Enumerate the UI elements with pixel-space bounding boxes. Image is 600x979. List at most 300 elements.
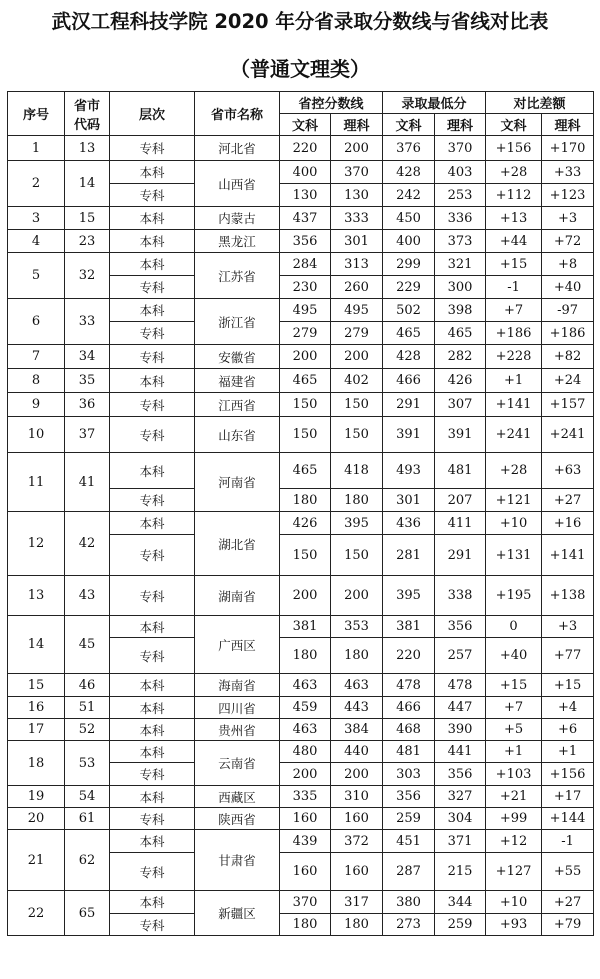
province-cell: 广西区: [195, 616, 280, 674]
diff-li-cell: +72: [542, 230, 594, 253]
province-cell: 四川省: [195, 697, 280, 719]
control-wen-cell: 439: [280, 830, 331, 853]
control-wen-cell: 230: [280, 276, 331, 299]
diff-li-cell: +141: [542, 535, 594, 576]
header-code-line2: 代码: [73, 117, 100, 133]
control-wen-cell: 180: [280, 914, 331, 936]
table-row: [8, 512, 594, 535]
min-wen-cell: 466: [383, 697, 435, 719]
header-min-li: 理科: [435, 114, 486, 136]
code-cell: 52: [65, 719, 110, 741]
diff-li-cell: -1: [542, 830, 594, 853]
score-table: [7, 91, 594, 936]
level-cell: 本科: [110, 697, 195, 719]
min-wen-cell: 493: [383, 453, 435, 489]
diff-li-cell: +123: [542, 184, 594, 207]
control-wen-cell: 465: [280, 369, 331, 393]
code-cell: 53: [65, 741, 110, 786]
control-li-cell: 333: [331, 207, 383, 230]
min-wen-cell: 450: [383, 207, 435, 230]
code-cell: 34: [65, 345, 110, 369]
diff-li-cell: +144: [542, 808, 594, 830]
seq-cell: 11: [8, 453, 65, 512]
diff-wen-cell: +5: [486, 719, 542, 741]
diff-wen-cell: +131: [486, 535, 542, 576]
diff-li-cell: +17: [542, 786, 594, 808]
min-wen-cell: 466: [383, 369, 435, 393]
code-cell: 54: [65, 786, 110, 808]
table-row: [8, 830, 594, 853]
control-li-cell: 443: [331, 697, 383, 719]
code-cell: 45: [65, 616, 110, 674]
control-li-cell: 372: [331, 830, 383, 853]
min-li-cell: 327: [435, 786, 486, 808]
diff-li-cell: +157: [542, 393, 594, 417]
min-li-cell: 481: [435, 453, 486, 489]
seq-cell: 7: [8, 345, 65, 369]
code-cell: 37: [65, 417, 110, 453]
diff-li-cell: +82: [542, 345, 594, 369]
diff-li-cell: +24: [542, 369, 594, 393]
page-subtitle: （普通文理类）: [230, 57, 370, 81]
diff-wen-cell: +21: [486, 786, 542, 808]
min-li-cell: 253: [435, 184, 486, 207]
diff-wen-cell: -1: [486, 276, 542, 299]
control-wen-cell: 180: [280, 638, 331, 674]
seq-cell: 16: [8, 697, 65, 719]
min-wen-cell: 376: [383, 136, 435, 161]
min-li-cell: 390: [435, 719, 486, 741]
province-cell: 黑龙江: [195, 230, 280, 253]
min-li-cell: 411: [435, 512, 486, 535]
diff-li-cell: +27: [542, 489, 594, 512]
seq-cell: 4: [8, 230, 65, 253]
code-cell: 15: [65, 207, 110, 230]
control-wen-cell: 150: [280, 393, 331, 417]
level-cell: 本科: [110, 674, 195, 697]
level-cell: 专科: [110, 184, 195, 207]
control-li-cell: 279: [331, 322, 383, 345]
code-cell: 14: [65, 161, 110, 207]
min-wen-cell: 381: [383, 616, 435, 638]
control-li-cell: 160: [331, 808, 383, 830]
control-wen-cell: 370: [280, 891, 331, 914]
level-cell: 专科: [110, 914, 195, 936]
level-cell: 专科: [110, 535, 195, 576]
control-li-cell: 418: [331, 453, 383, 489]
header-min-score: 录取最低分: [383, 92, 486, 114]
min-wen-cell: 229: [383, 276, 435, 299]
level-cell: 专科: [110, 576, 195, 616]
table-row: [8, 345, 594, 369]
control-li-cell: 200: [331, 576, 383, 616]
seq-cell: 17: [8, 719, 65, 741]
province-cell: 西藏区: [195, 786, 280, 808]
table-row: [8, 891, 594, 914]
diff-li-cell: +16: [542, 512, 594, 535]
seq-cell: 2: [8, 161, 65, 207]
control-wen-cell: 335: [280, 786, 331, 808]
header-control-line: 省控分数线: [280, 92, 383, 114]
min-li-cell: 344: [435, 891, 486, 914]
diff-li-cell: +6: [542, 719, 594, 741]
min-wen-cell: 303: [383, 763, 435, 786]
diff-li-cell: +156: [542, 763, 594, 786]
control-wen-cell: 130: [280, 184, 331, 207]
control-wen-cell: 463: [280, 719, 331, 741]
province-cell: 甘肃省: [195, 830, 280, 891]
diff-li-cell: +55: [542, 853, 594, 891]
seq-cell: 5: [8, 253, 65, 299]
min-wen-cell: 281: [383, 535, 435, 576]
level-cell: 本科: [110, 369, 195, 393]
diff-wen-cell: +28: [486, 453, 542, 489]
min-li-cell: 356: [435, 763, 486, 786]
level-cell: 本科: [110, 616, 195, 638]
control-wen-cell: 220: [280, 136, 331, 161]
control-li-cell: 313: [331, 253, 383, 276]
min-wen-cell: 291: [383, 393, 435, 417]
code-cell: 41: [65, 453, 110, 512]
province-cell: 河北省: [195, 136, 280, 161]
header-min-wen: 文科: [383, 114, 435, 136]
min-li-cell: 291: [435, 535, 486, 576]
seq-cell: 1: [8, 136, 65, 161]
min-wen-cell: 356: [383, 786, 435, 808]
seq-cell: 21: [8, 830, 65, 891]
control-li-cell: 130: [331, 184, 383, 207]
level-cell: 专科: [110, 345, 195, 369]
control-wen-cell: 279: [280, 322, 331, 345]
header-code: [65, 92, 110, 136]
control-li-cell: 495: [331, 299, 383, 322]
control-wen-cell: 160: [280, 808, 331, 830]
table-row: [8, 616, 594, 638]
min-wen-cell: 436: [383, 512, 435, 535]
min-li-cell: 304: [435, 808, 486, 830]
province-cell: 海南省: [195, 674, 280, 697]
min-wen-cell: 259: [383, 808, 435, 830]
code-cell: 36: [65, 393, 110, 417]
min-li-cell: 478: [435, 674, 486, 697]
min-wen-cell: 468: [383, 719, 435, 741]
min-li-cell: 321: [435, 253, 486, 276]
table-row: [8, 299, 594, 322]
diff-li-cell: +27: [542, 891, 594, 914]
min-li-cell: 338: [435, 576, 486, 616]
control-wen-cell: 200: [280, 345, 331, 369]
diff-li-cell: +15: [542, 674, 594, 697]
seq-cell: 15: [8, 674, 65, 697]
control-wen-cell: 150: [280, 417, 331, 453]
diff-li-cell: +3: [542, 616, 594, 638]
level-cell: 专科: [110, 276, 195, 299]
code-cell: 65: [65, 891, 110, 936]
code-cell: 46: [65, 674, 110, 697]
level-cell: 专科: [110, 763, 195, 786]
diff-li-cell: +33: [542, 161, 594, 184]
min-wen-cell: 299: [383, 253, 435, 276]
table-row: [8, 808, 594, 830]
control-wen-cell: 465: [280, 453, 331, 489]
min-li-cell: 257: [435, 638, 486, 674]
diff-li-cell: +79: [542, 914, 594, 936]
control-li-cell: 310: [331, 786, 383, 808]
control-li-cell: 317: [331, 891, 383, 914]
min-wen-cell: 400: [383, 230, 435, 253]
header-control-wen: 文科: [280, 114, 331, 136]
province-cell: 江苏省: [195, 253, 280, 299]
control-wen-cell: 495: [280, 299, 331, 322]
min-wen-cell: 451: [383, 830, 435, 853]
min-wen-cell: 428: [383, 161, 435, 184]
min-wen-cell: 478: [383, 674, 435, 697]
level-cell: 专科: [110, 853, 195, 891]
min-wen-cell: 465: [383, 322, 435, 345]
header-code-line1: 省市: [73, 98, 100, 114]
table-row: [8, 161, 594, 184]
diff-wen-cell: +40: [486, 638, 542, 674]
min-wen-cell: 502: [383, 299, 435, 322]
diff-li-cell: +241: [542, 417, 594, 453]
level-cell: 本科: [110, 786, 195, 808]
min-li-cell: 373: [435, 230, 486, 253]
level-cell: 本科: [110, 207, 195, 230]
level-cell: 专科: [110, 489, 195, 512]
control-li-cell: 260: [331, 276, 383, 299]
min-li-cell: 207: [435, 489, 486, 512]
control-wen-cell: 480: [280, 741, 331, 763]
diff-wen-cell: +1: [486, 369, 542, 393]
control-wen-cell: 200: [280, 576, 331, 616]
control-li-cell: 200: [331, 136, 383, 161]
control-li-cell: 384: [331, 719, 383, 741]
control-li-cell: 150: [331, 417, 383, 453]
diff-li-cell: +170: [542, 136, 594, 161]
control-li-cell: 180: [331, 638, 383, 674]
header-diff-wen: 文科: [486, 114, 542, 136]
control-li-cell: 402: [331, 369, 383, 393]
diff-li-cell: +138: [542, 576, 594, 616]
table-row: [8, 393, 594, 417]
level-cell: 专科: [110, 393, 195, 417]
table-row: [8, 453, 594, 489]
seq-cell: 8: [8, 369, 65, 393]
code-cell: 23: [65, 230, 110, 253]
min-wen-cell: 273: [383, 914, 435, 936]
control-wen-cell: 160: [280, 853, 331, 891]
province-cell: 湖北省: [195, 512, 280, 576]
control-li-cell: 150: [331, 393, 383, 417]
level-cell: 本科: [110, 230, 195, 253]
province-cell: 贵州省: [195, 719, 280, 741]
min-li-cell: 391: [435, 417, 486, 453]
table-row: [8, 369, 594, 393]
diff-wen-cell: +28: [486, 161, 542, 184]
diff-wen-cell: +12: [486, 830, 542, 853]
seq-cell: 13: [8, 576, 65, 616]
diff-li-cell: +1: [542, 741, 594, 763]
seq-cell: 18: [8, 741, 65, 786]
min-wen-cell: 287: [383, 853, 435, 891]
header-seq: 序号: [8, 92, 65, 136]
control-li-cell: 301: [331, 230, 383, 253]
diff-wen-cell: +156: [486, 136, 542, 161]
min-wen-cell: 481: [383, 741, 435, 763]
diff-wen-cell: +141: [486, 393, 542, 417]
control-wen-cell: 463: [280, 674, 331, 697]
control-wen-cell: 200: [280, 763, 331, 786]
table-row: [8, 786, 594, 808]
min-li-cell: 426: [435, 369, 486, 393]
min-li-cell: 307: [435, 393, 486, 417]
min-li-cell: 447: [435, 697, 486, 719]
code-cell: 61: [65, 808, 110, 830]
control-li-cell: 160: [331, 853, 383, 891]
diff-li-cell: +186: [542, 322, 594, 345]
min-wen-cell: 395: [383, 576, 435, 616]
level-cell: 本科: [110, 453, 195, 489]
table-row: [8, 576, 594, 616]
min-li-cell: 300: [435, 276, 486, 299]
level-cell: 本科: [110, 253, 195, 276]
control-li-cell: 200: [331, 345, 383, 369]
level-cell: 本科: [110, 161, 195, 184]
diff-wen-cell: +121: [486, 489, 542, 512]
diff-li-cell: +63: [542, 453, 594, 489]
control-wen-cell: 459: [280, 697, 331, 719]
diff-wen-cell: +228: [486, 345, 542, 369]
min-li-cell: 370: [435, 136, 486, 161]
level-cell: 本科: [110, 719, 195, 741]
seq-cell: 12: [8, 512, 65, 576]
control-li-cell: 200: [331, 763, 383, 786]
header-level: 层次: [110, 92, 195, 136]
diff-wen-cell: +15: [486, 253, 542, 276]
header-province: 省市名称: [195, 92, 280, 136]
table-row: [8, 207, 594, 230]
level-cell: 本科: [110, 830, 195, 853]
diff-wen-cell: +1: [486, 741, 542, 763]
level-cell: 专科: [110, 638, 195, 674]
seq-cell: 22: [8, 891, 65, 936]
seq-cell: 19: [8, 786, 65, 808]
min-li-cell: 336: [435, 207, 486, 230]
control-wen-cell: 381: [280, 616, 331, 638]
province-cell: 安徽省: [195, 345, 280, 369]
diff-wen-cell: +13: [486, 207, 542, 230]
control-wen-cell: 437: [280, 207, 331, 230]
control-li-cell: 180: [331, 914, 383, 936]
province-cell: 河南省: [195, 453, 280, 512]
control-li-cell: 353: [331, 616, 383, 638]
min-li-cell: 282: [435, 345, 486, 369]
diff-wen-cell: +99: [486, 808, 542, 830]
level-cell: 本科: [110, 512, 195, 535]
province-cell: 陕西省: [195, 808, 280, 830]
diff-li-cell: -97: [542, 299, 594, 322]
header-diff: 对比差额: [486, 92, 594, 114]
level-cell: 专科: [110, 322, 195, 345]
province-cell: 福建省: [195, 369, 280, 393]
min-wen-cell: 428: [383, 345, 435, 369]
header-control-li: 理科: [331, 114, 383, 136]
province-cell: 云南省: [195, 741, 280, 786]
code-cell: 51: [65, 697, 110, 719]
diff-wen-cell: +15: [486, 674, 542, 697]
diff-wen-cell: 0: [486, 616, 542, 638]
province-cell: 新疆区: [195, 891, 280, 936]
level-cell: 本科: [110, 299, 195, 322]
table-row: [8, 741, 594, 763]
control-li-cell: 463: [331, 674, 383, 697]
min-wen-cell: 391: [383, 417, 435, 453]
control-li-cell: 150: [331, 535, 383, 576]
control-wen-cell: 400: [280, 161, 331, 184]
table-row: [8, 674, 594, 697]
diff-wen-cell: +195: [486, 576, 542, 616]
level-cell: 专科: [110, 136, 195, 161]
min-wen-cell: 301: [383, 489, 435, 512]
diff-li-cell: +77: [542, 638, 594, 674]
min-wen-cell: 242: [383, 184, 435, 207]
province-cell: 浙江省: [195, 299, 280, 345]
code-cell: 32: [65, 253, 110, 299]
table-row: [8, 136, 594, 161]
min-li-cell: 215: [435, 853, 486, 891]
level-cell: 本科: [110, 891, 195, 914]
diff-wen-cell: +10: [486, 512, 542, 535]
diff-wen-cell: +103: [486, 763, 542, 786]
seq-cell: 9: [8, 393, 65, 417]
min-li-cell: 371: [435, 830, 486, 853]
min-li-cell: 398: [435, 299, 486, 322]
min-li-cell: 465: [435, 322, 486, 345]
code-cell: 43: [65, 576, 110, 616]
province-cell: 山东省: [195, 417, 280, 453]
level-cell: 本科: [110, 741, 195, 763]
diff-wen-cell: +112: [486, 184, 542, 207]
diff-wen-cell: +241: [486, 417, 542, 453]
table-row: [8, 697, 594, 719]
header-diff-li: 理科: [542, 114, 594, 136]
seq-cell: 20: [8, 808, 65, 830]
control-wen-cell: 284: [280, 253, 331, 276]
code-cell: 13: [65, 136, 110, 161]
min-li-cell: 356: [435, 616, 486, 638]
code-cell: 62: [65, 830, 110, 891]
table-body: [8, 136, 594, 936]
control-li-cell: 180: [331, 489, 383, 512]
province-cell: 江西省: [195, 393, 280, 417]
province-cell: 湖南省: [195, 576, 280, 616]
diff-wen-cell: +127: [486, 853, 542, 891]
min-li-cell: 403: [435, 161, 486, 184]
diff-li-cell: +40: [542, 276, 594, 299]
code-cell: 33: [65, 299, 110, 345]
diff-wen-cell: +44: [486, 230, 542, 253]
min-wen-cell: 380: [383, 891, 435, 914]
control-wen-cell: 426: [280, 512, 331, 535]
page-title: 武汉工程科技学院 2020 年分省录取分数线与省线对比表: [51, 10, 549, 33]
seq-cell: 6: [8, 299, 65, 345]
seq-cell: 14: [8, 616, 65, 674]
code-cell: 42: [65, 512, 110, 576]
level-cell: 专科: [110, 417, 195, 453]
diff-wen-cell: +7: [486, 697, 542, 719]
diff-wen-cell: +93: [486, 914, 542, 936]
min-li-cell: 441: [435, 741, 486, 763]
